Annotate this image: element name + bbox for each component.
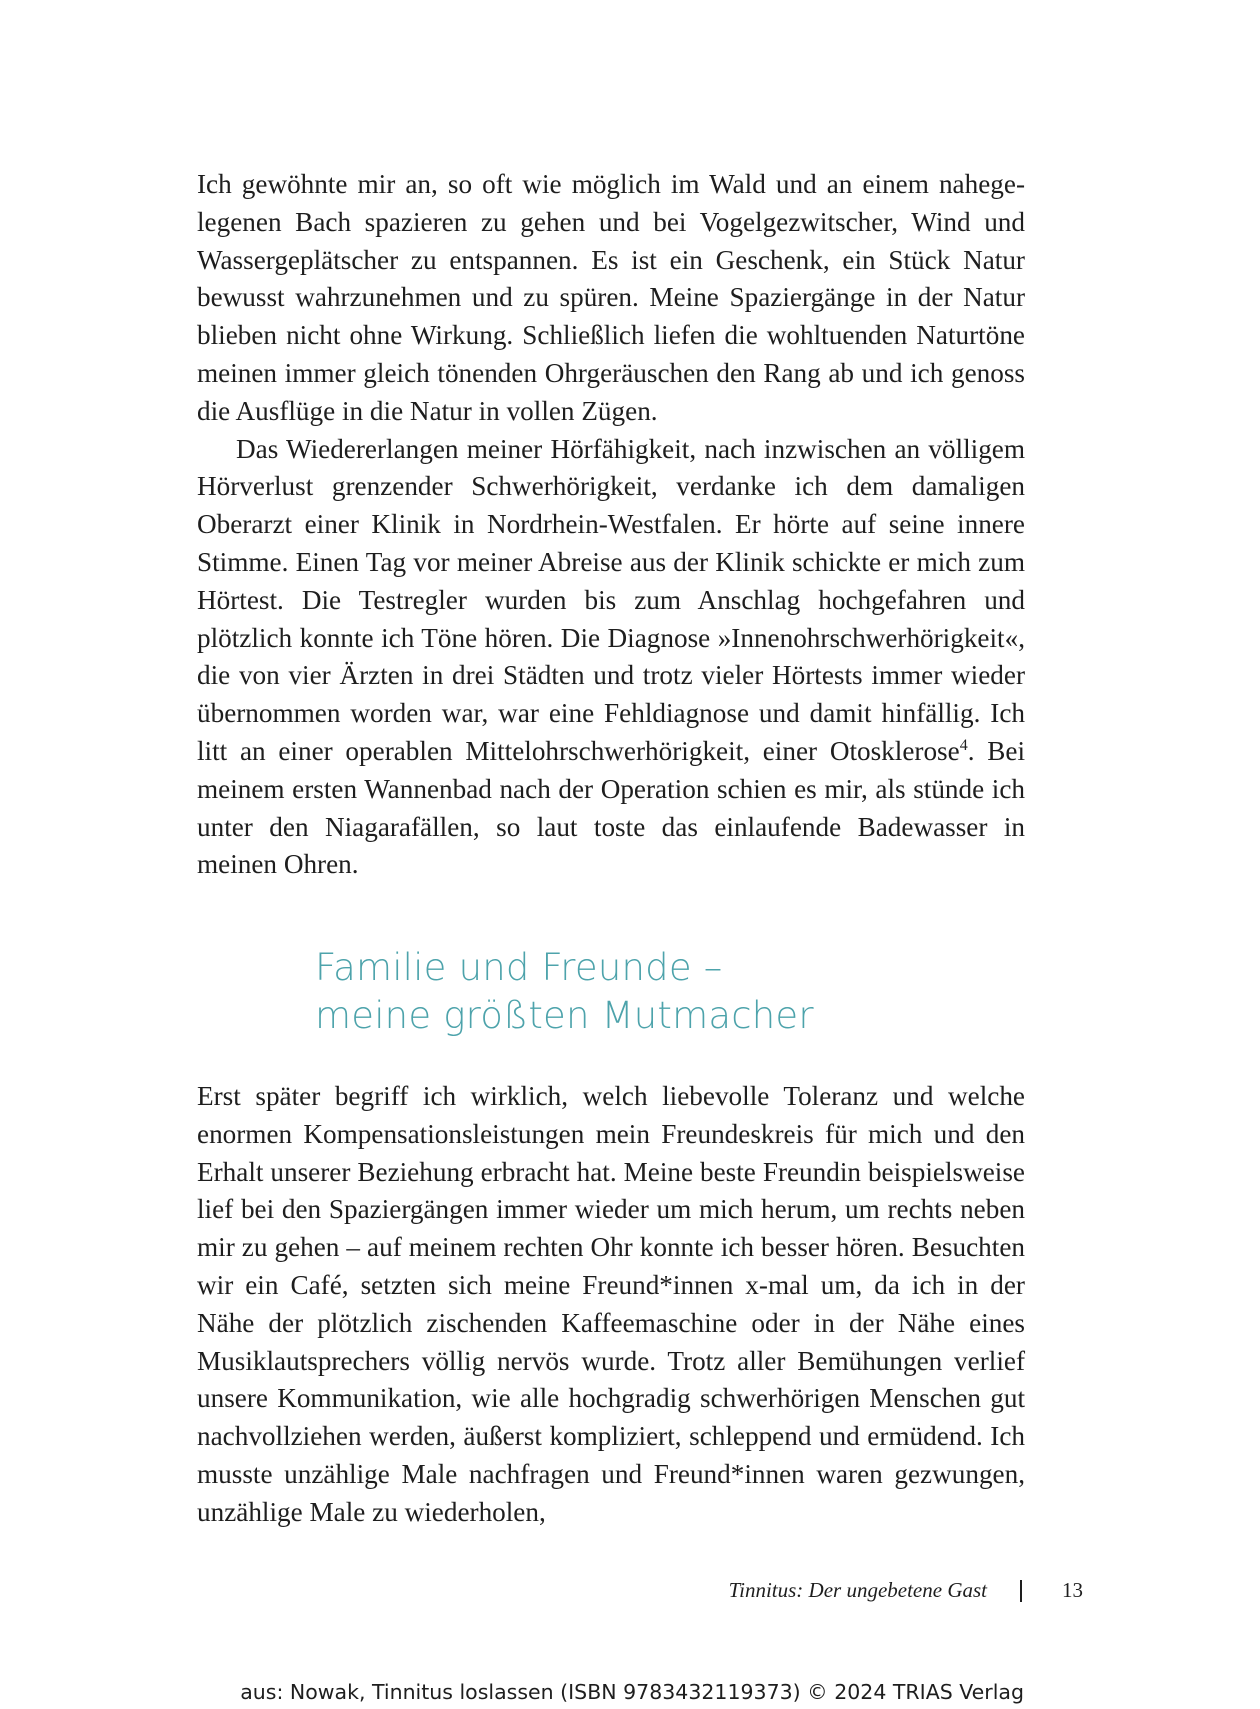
paragraph-hearing-recovery xyxy=(197,431,1025,885)
footer-divider xyxy=(1020,1580,1022,1602)
paragraph-hearing-recovery-end: . Bei meinem ersten Wannenbad nach der Operation schien es mir, als stünde ich unter den Niagarafällen, so laut toste das einlaufende Badewasser in meinen Ohren. xyxy=(197,735,1025,880)
section-heading-line-2: meine größten Mutmacher xyxy=(315,994,814,1037)
running-title: Tinnitus: Der ungebetene Gast xyxy=(728,1578,987,1602)
running-footer xyxy=(600,1578,1090,1612)
text-block-family xyxy=(197,1078,1025,1532)
section-heading xyxy=(315,944,1015,1040)
footnote-reference: 4 xyxy=(959,736,968,754)
page-number: 13 xyxy=(1062,1578,1083,1602)
section-heading-line-1: Familie und Freunde – xyxy=(315,946,723,989)
text-block-intro xyxy=(197,166,1025,884)
paragraph-hearing-recovery-start: Das Wiedererlangen meiner Hörfähigkeit, nach inzwischen an völligem Hörverlust grenzender Schwerhörigkeit, verdanke ich dem damaligen Oberarzt einer Klinik in Nordrhein-Westfalen. Er hörte auf seine innere Stimme. Einen Tag vor meiner Abreise aus der Klinik schickte er mich zum Hörtest. Die Testregler wurden bis zum Anschlag hochgefahren und plötzlich konnte ich Töne hören. Die Diagnose »Innenohrschwerhörigkeit«, die von vier Ärzten in drei Städten und trotz vieler Hörtests immer wieder übernommen worden war, war eine Fehldiagnose und damit hinfällig. Ich litt an einer operablen Mittelohrschwerhörigkeit, einer Otosklerose xyxy=(197,433,1025,766)
source-citation: aus: Nowak, Tinnitus loslassen (ISBN 9783432119373) © 2024 TRIAS Verlag xyxy=(240,1680,1024,1704)
paragraph-nature-walks: Ich gewöhnte mir an, so oft wie möglich im Wald und an einem nahegelegenen Bach spazieren zu gehen und bei Vogelgezwitscher, Wind und Wassergeplätscher zu entspannen. Es ist ein Geschenk, ein Stück Natur bewusst wahrzunehmen und zu spüren. Meine Spaziergänge in der Natur blieben nicht ohne Wirkung. Schließlich liefen die wohltuenden Naturtöne meinen immer gleich tönenden Ohrgeräuschen den Rang ab und ich genoss die Ausflüge in die Natur in vollen Zügen. xyxy=(197,169,1025,426)
paragraph-friends-support: Erst später begriff ich wirklich, welch liebevolle Toleranz und welche enormen Kompensationsleistungen mein Freundeskreis für mich und den Erhalt unserer Beziehung erbracht hat. Meine beste Freundin beispielsweise lief bei den Spaziergängen immer wieder um mich herum, um rechts neben mir zu gehen – auf meinem rechten Ohr konnte ich besser hören. Besuchten wir ein Café, setzten sich meine Freund*innen x-mal um, da ich in der Nähe der plötzlich zischenden Kaffeemaschine oder in der Nähe eines Musiklautsprechers völlig nervös wurde. Trotz aller Bemühungen verlief unsere Kommunikation, wie alle hochgradig schwerhörigen Menschen gut nachvollziehen werden, äußerst kompliziert, schleppend und ermüdend. Ich musste unzählige Male nachfragen und Freund*innen waren gezwungen, unzählige Male zu wiederholen, xyxy=(197,1081,1025,1527)
